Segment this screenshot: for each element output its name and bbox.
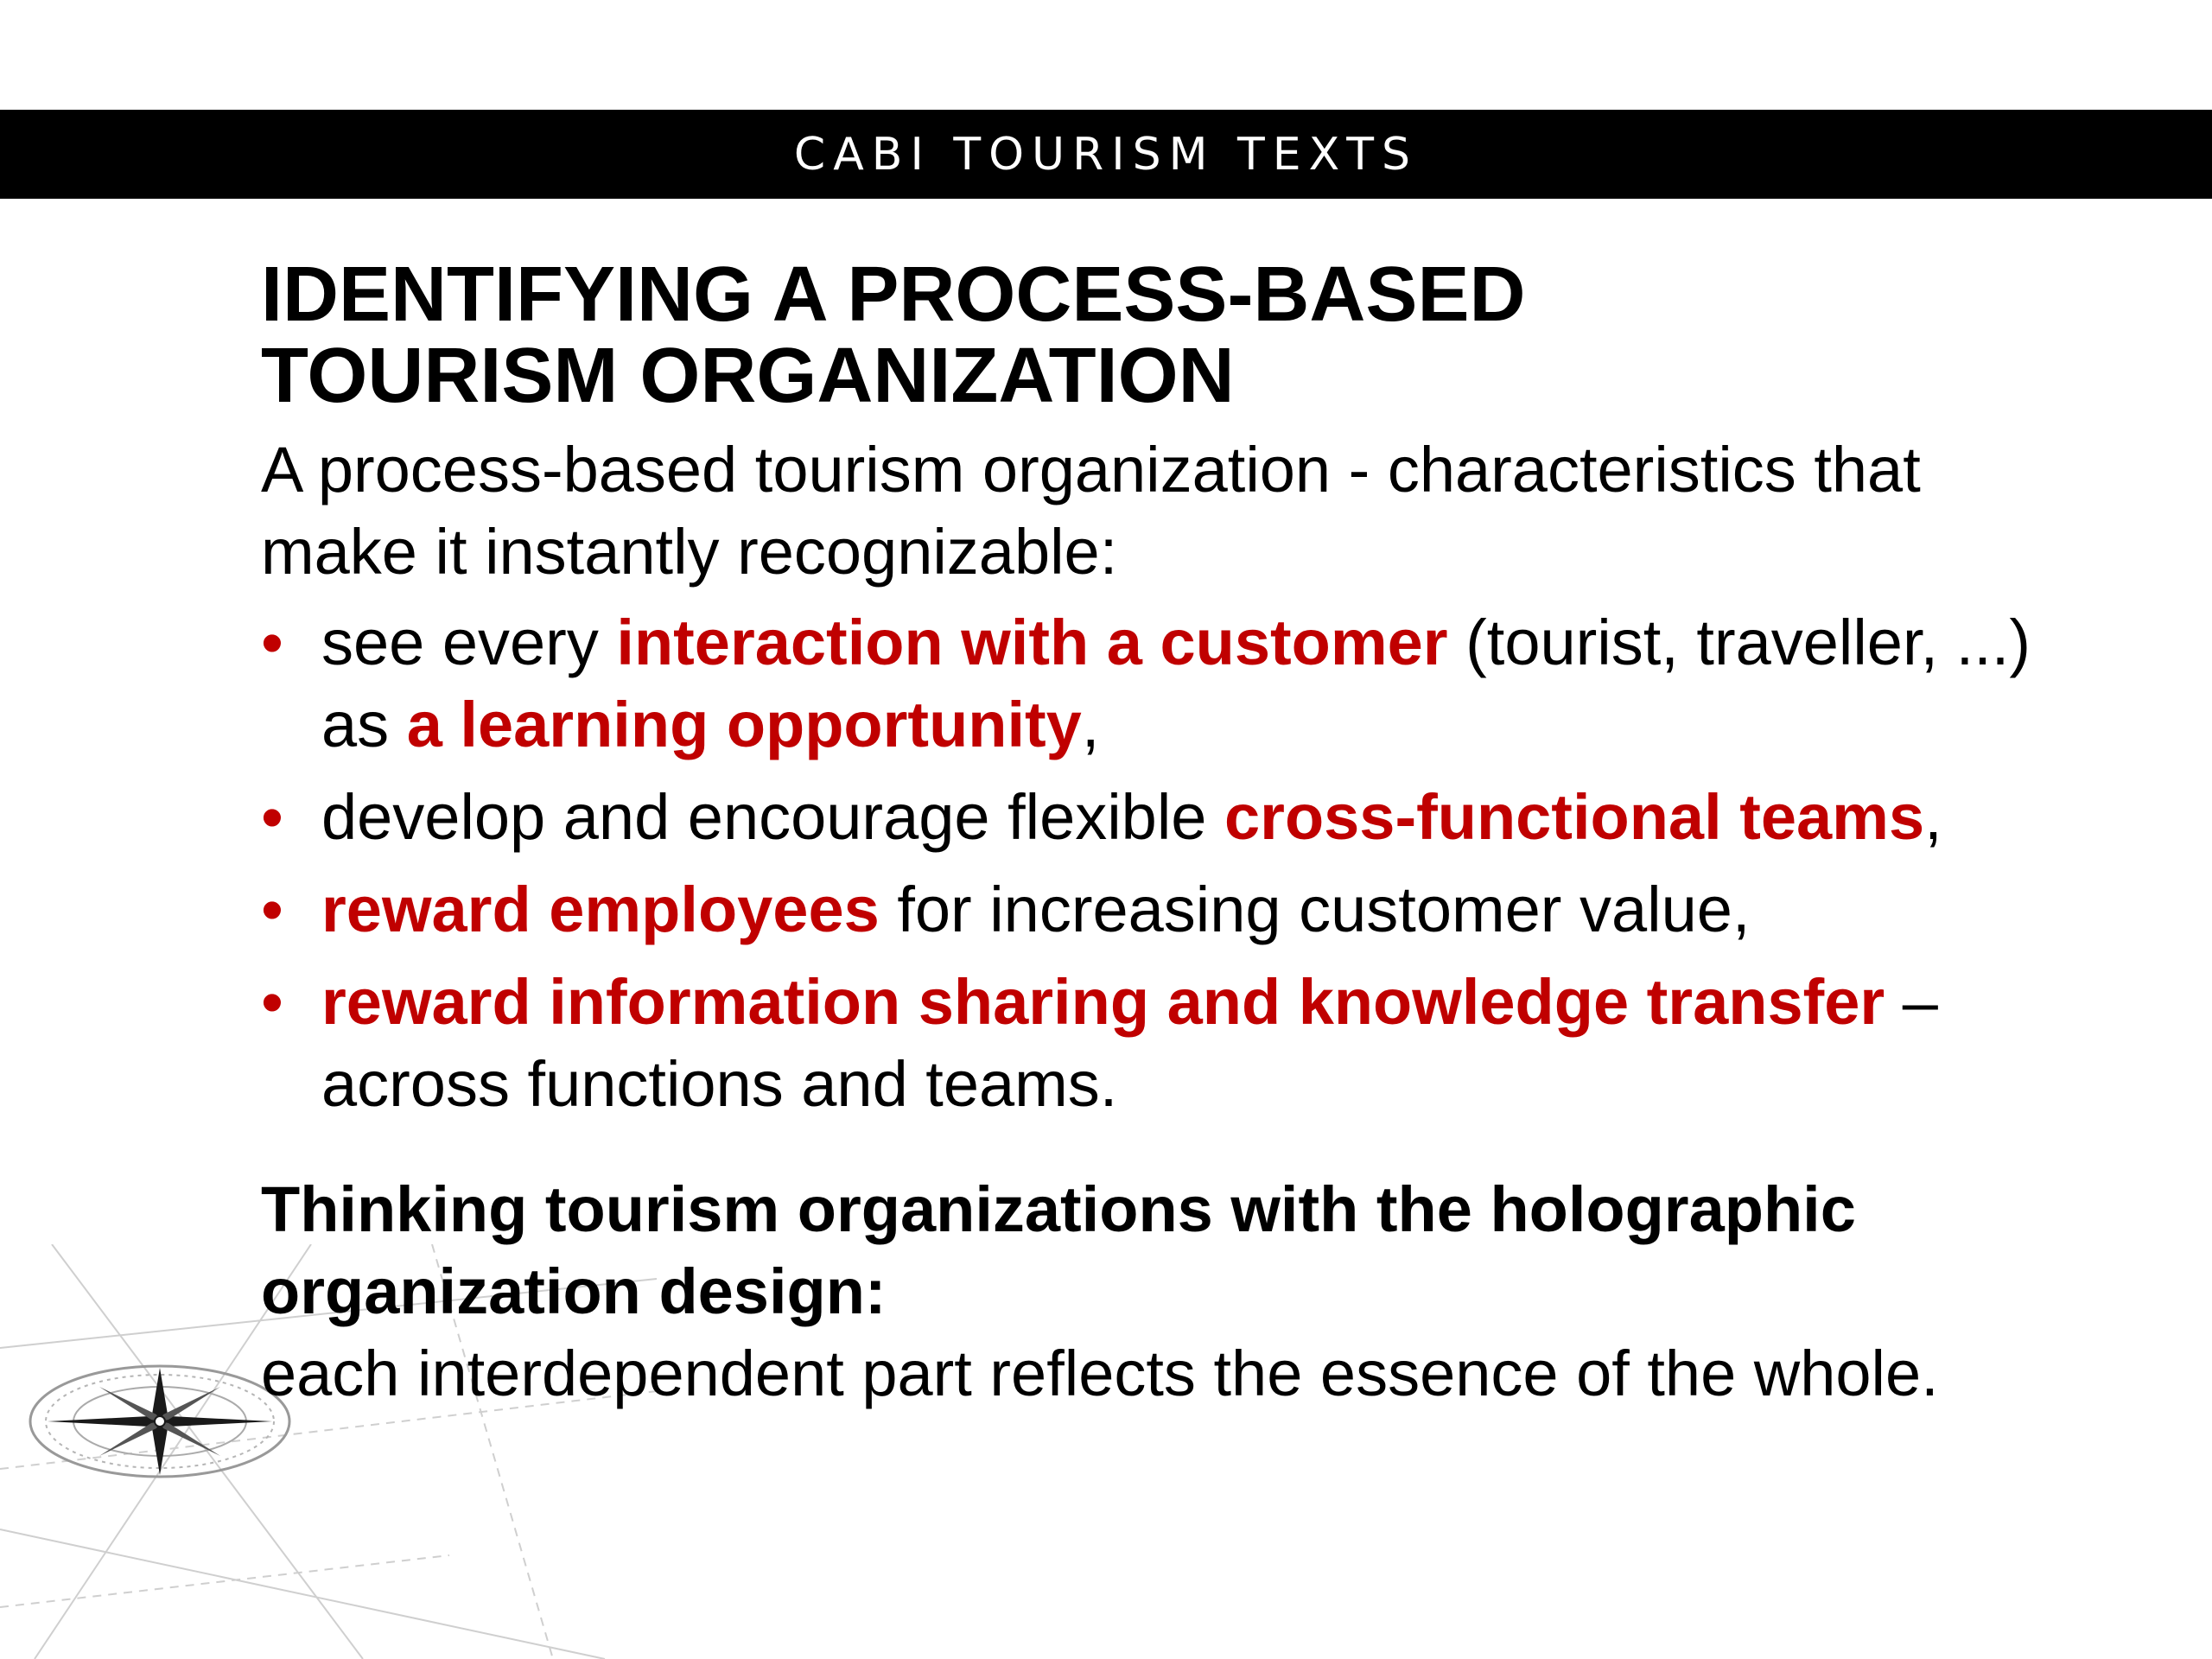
intro-text: A process-based tourism organization - characteristics that make it instantly recognizable: — [261, 434, 1921, 588]
bullet-text: (tourist, traveller, ...) as — [321, 607, 2031, 760]
bullet-item — [261, 961, 2075, 1125]
bullet-icon: • — [261, 781, 283, 853]
title-line-2: TOURISM ORGANIZATION — [261, 333, 1235, 419]
bullet-item — [261, 776, 2075, 858]
header-banner — [0, 110, 2212, 199]
bullet-highlight: cross-functional teams — [1224, 781, 1925, 853]
bullet-icon: • — [261, 874, 283, 945]
bullet-highlight: interaction with a customer — [616, 607, 1448, 678]
bullet-item — [261, 601, 2075, 766]
bullet-highlight: reward information sharing and knowledge transfer — [321, 966, 1885, 1038]
bullet-highlight: reward employees — [321, 874, 880, 945]
bullet-text: , — [1081, 689, 1100, 760]
bullet-text: see every — [321, 607, 617, 678]
title-line-1: IDENTIFYING A PROCESS-BASED — [261, 251, 1526, 338]
bullet-item — [261, 868, 2075, 950]
banner-title: CABI TOURISM TEXTS — [793, 128, 1419, 181]
bullet-icon: • — [261, 966, 283, 1038]
slide-content — [261, 251, 2075, 1414]
holographic-text: each interdependent part reflects the essence of the whole. — [261, 1338, 1939, 1409]
bullet-icon: • — [261, 607, 283, 678]
bullet-text: develop and encourage flexible — [321, 781, 1224, 853]
bullet-text: – across functions and teams. — [321, 966, 1938, 1120]
holographic-heading: Thinking tourism organizations with the holographic organization design: — [261, 1173, 1856, 1327]
bullet-highlight: a learning opportunity — [406, 689, 1082, 760]
slide-title — [261, 251, 2075, 419]
bullet-text: for increasing customer value, — [879, 874, 1751, 945]
bullet-list — [261, 601, 2075, 1125]
bullet-text: , — [1924, 781, 1942, 853]
